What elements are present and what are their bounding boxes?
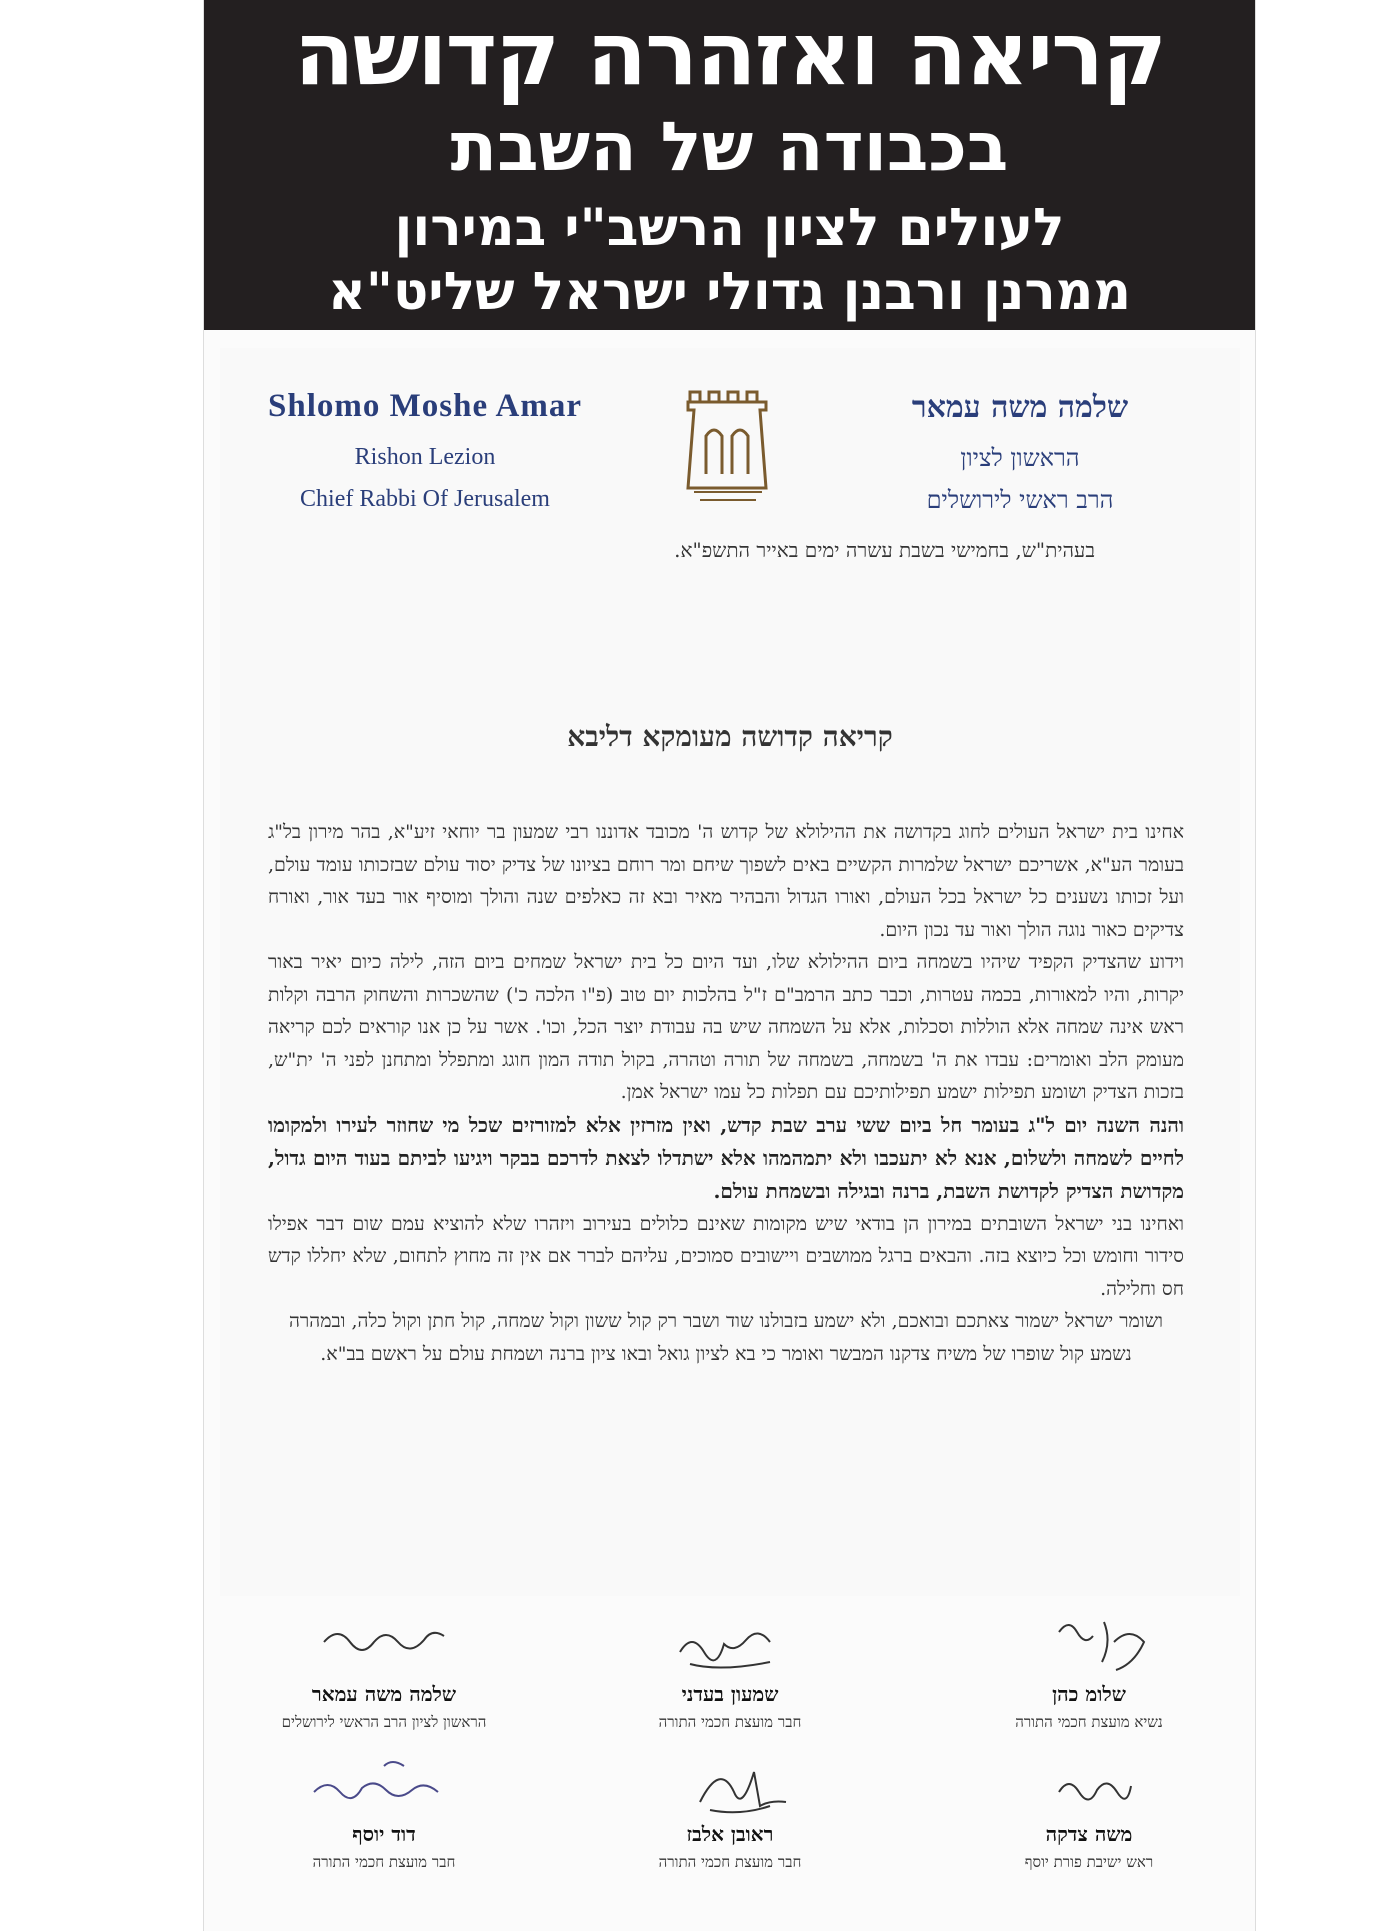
signer-title-5: חבר מועצת חכמי התורה	[658, 1853, 802, 1871]
letterhead-hebrew-name: שלמה משה עמאר	[911, 390, 1129, 425]
signer-name-4: משה צדקה	[1045, 1822, 1133, 1846]
letter-text	[268, 816, 1184, 1370]
handwritten-signature-6	[234, 1752, 534, 1822]
paragraph-4: ואחינו בני ישראל השובתים במירון הן בודאי שיש מקומות שאינם כלולים בעירוב ויזהרו שלא להוציא עמם שום דבר אפילו סידור וחומש וכל כיוצא בזה. והבאים ברגל ממושבים ויישובים סמוכים, עליהם לברר אם אין זה מחוץ לתחום, שלא יחללו קדש חס וחלילה.	[268, 1212, 1184, 1300]
letterhead-english-title-1: Rishon Lezion	[354, 444, 496, 470]
left-margin	[0, 0, 203, 1931]
signature-4	[939, 1752, 1239, 1872]
signer-name-6: דוד יוסף	[352, 1822, 416, 1846]
paragraph-1: אחינו בית ישראל העולים לחוג בקדושה את ההילולא של קדוש ה' מכובד אדוננו רבי שמעון בר יוחאי זיע"א, בהר מירון בל"ג בעומר הע"א, אשריכם ישראל שלמרות הקשיים באים לשפוך שיחם ומר רוחם בציונו של צדיק יסוד עולם שבזכותו עומד עולם, ועל זכותו נשענים כל ישראל בכל העולם, ואורו הגדול והבהיר מאיר ובא זה כאלפים שנה והולך ומוסיף אור בעד אור, ואורח צדיקים כאור נוגה הולך ואור עד נכון היום.	[268, 821, 1184, 941]
date-line: בעהית"ש, בחמישי בשבת עשרה ימים באייר התשפ"א.	[674, 538, 1095, 562]
letterhead-english-name: Shlomo Moshe Amar	[268, 388, 582, 424]
header-line-4: ממרנן ורבנן גדולי ישראל שליט"א	[328, 262, 1131, 322]
letterhead-hebrew-title-2: הרב ראשי לירושלים	[926, 486, 1114, 514]
signer-title-3: הראשון לציון הרב הראשי לירושלים	[281, 1713, 487, 1731]
paragraph-5: ושומר ישראל ישמור צאתכם ובואכם, ולא ישמע בזבולנו שוד ושבר רק קול ששון וקול שמחה, קול חתן וקול כלה, ובמהרה נשמע קול שופרו של משיח צדקנו המבשר ואומר כי בא לציון גואל ובאו ציון ברנה ושמחת עולם על ראשם בב"א.	[289, 1310, 1163, 1365]
signer-name-3: שלמה משה עמאר	[311, 1682, 457, 1706]
paragraph-2: וידוע שהצדיק הקפיד שיהיו בשמחה ביום ההילולא שלו, ועד היום כל בית ישראל שמחים ביום הזה, לילה כיום יאיר באור יקרות, והיו למאורות, בכמה עטרות, וכבר כתב הרמב"ם ז"ל בהלכות יום טוב (פ"ו הלכה כ') שהשכרות והשחוק הרבה וקלות ראש אינה שמחה אלא הוללות וסכלות, אלא על השמחה שיש בה עבודת יוצר הכל, וכו'. אשר על כן אנו קוראים לכם קריאה מעומק הלב ואומרים: עבדו את ה' בשמחה, בשמחה של תורה וטהרה, בקול תודה המון חוגג ומתפלל ומתחנן לפני ה' ית"ש, בזכות הצדיק ושומע תפילות ישמע תפילותיכם עם תפלות כל עמו ישראל אמן.	[268, 951, 1184, 1103]
handwritten-signature-1	[939, 1612, 1239, 1682]
signer-title-1: נשיא מועצת חכמי התורה	[1015, 1713, 1163, 1731]
header-line-3: לעולים לציון הרשב"י במירון	[394, 198, 1065, 258]
signatures-block	[204, 1612, 1255, 1912]
signer-name-5: ראובן אלבז	[686, 1822, 774, 1846]
signer-name-1: שלומ כהן	[1052, 1682, 1126, 1706]
header-title: קריאה ואזהרה קדושה	[294, 2, 1165, 105]
handwritten-signature-3	[234, 1612, 534, 1682]
signature-2	[580, 1612, 880, 1732]
signature-3	[234, 1612, 534, 1732]
signer-title-4: ראש ישיבת פורת יוסף	[1024, 1853, 1154, 1871]
signature-1	[939, 1612, 1239, 1732]
right-margin	[1254, 0, 1400, 1931]
black-header-banner	[204, 0, 1255, 330]
signer-title-6: חבר מועצת חכמי התורה	[312, 1853, 456, 1871]
signature-6	[234, 1752, 534, 1872]
letter-body	[220, 348, 1240, 1596]
paragraph-3-bold: והנה השנה יום ל"ג בעומר חל ביום ששי ערב שבת קדש, ואין מזרזין אלא למזורזים שכל מי שחוזר לעירו ולמקומו לחיים לשמחה ולשלום, אנא לא יתעכבו ולא יתמהמהו אלא ישתדלו לצאת לדרכם בבקר ויגיעו לביתם בעוד היום גדול, מקדושת הצדיק לקדושת השבת, ברנה ובגילה ובשמחת עולם.	[268, 1112, 1184, 1203]
letterhead-english-title-2: Chief Rabbi Of Jerusalem	[300, 486, 550, 512]
header-subtitle: בכבודה של השבת	[450, 108, 1009, 187]
signer-title-2: חבר מועצת חכמי התורה	[658, 1713, 802, 1731]
handwritten-signature-2	[580, 1612, 880, 1682]
document-page	[203, 0, 1256, 1931]
letter-subtitle: קריאה קדושה מעומקא דליבא	[567, 720, 893, 753]
handwritten-signature-4	[939, 1752, 1239, 1822]
signer-name-2: שמעון בעדני	[681, 1682, 779, 1706]
letterhead-hebrew-title-1: הראשון לציון	[960, 444, 1080, 472]
handwritten-signature-5	[580, 1752, 880, 1822]
signature-5	[580, 1752, 880, 1872]
jerusalem-tower-emblem-icon	[682, 388, 774, 506]
